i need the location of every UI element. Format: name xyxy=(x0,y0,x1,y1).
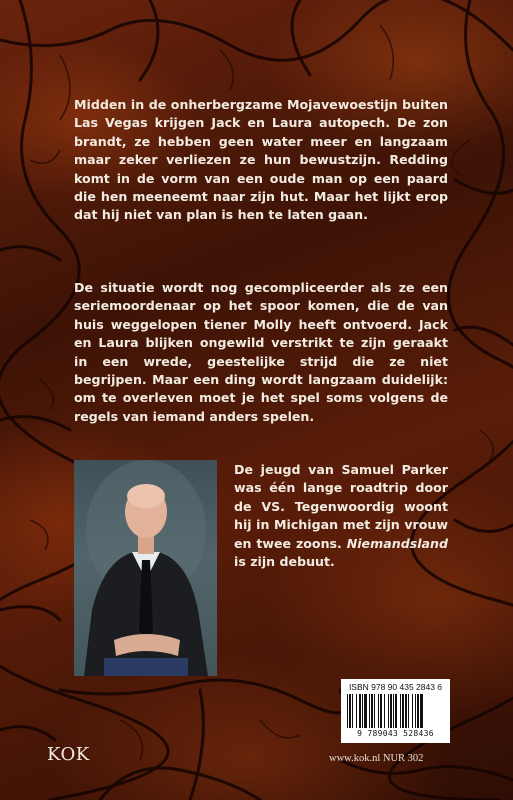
author-book-title: Niemandsland xyxy=(346,535,448,551)
barcode-bar xyxy=(415,694,416,728)
barcode-bar xyxy=(412,694,413,728)
author-bio xyxy=(234,461,448,571)
barcode-bar xyxy=(362,694,363,728)
barcode-bars xyxy=(345,694,446,728)
barcode-bar xyxy=(395,694,397,728)
synopsis-paragraph-1: Midden in de onherbergzame Mojavewoestijn buiten Las Vegas krijgen Jack en Laura autopech. De zon brandt, ze hebben geen water meer en langzaam maar zeker verliezen ze hun bewustzijn. Redding komt in de vorm van een oude man op een paard die hen meeneemt naar zijn hut. Maar het lijkt erop dat hij niet van plan is hen te laten gaan. xyxy=(74,97,448,223)
barcode-bar xyxy=(405,694,407,728)
barcode-bar xyxy=(364,694,367,728)
barcode-digits: 9 789043 528436 xyxy=(357,729,434,738)
barcode-bar xyxy=(384,694,385,728)
barcode-bar xyxy=(371,694,373,728)
barcode-bar xyxy=(349,694,351,728)
barcode-bar xyxy=(380,694,382,728)
barcode-bar xyxy=(390,694,392,728)
barcode-bar xyxy=(378,694,379,728)
barcode-bar xyxy=(420,694,423,728)
barcode-bar xyxy=(393,694,394,728)
barcode-bar xyxy=(388,694,389,728)
barcode-bar xyxy=(374,694,375,728)
barcode-bar xyxy=(369,694,370,728)
author-bio-text: De jeugd van Samuel Parker was één lange roadtrip door de VS. Tegenwoordig woont hij in Michigan met zijn vrouw en twee zoons. xyxy=(234,462,448,551)
barcode-panel xyxy=(341,679,450,743)
isbn-label: ISBN 978 90 435 2843 6 xyxy=(348,682,443,692)
publisher-logo: KOK xyxy=(47,744,90,765)
barcode-bar xyxy=(400,694,401,728)
synopsis-paragraph-2: De situatie wordt nog gecompliceerder als ze een seriemoordenaar op het spoor komen, die de van huis weggelopen tiener Molly heeft ontvoerd. Jack en Laura blijken ongewild verstrikt te zijn geraakt in een wrede, geestelijke strijd die ze niet begrijpen. Maar een ding wordt langzaam duidelijk: om te overleven moet je het spel soms volgens de regels van iemand anders spelen. xyxy=(74,280,448,424)
author-bio-suffix: is zijn debuut. xyxy=(234,554,335,570)
barcode-bar xyxy=(417,694,419,728)
barcode-bar xyxy=(402,694,404,728)
publisher-footer: www.kok.nl NUR 302 xyxy=(329,753,424,764)
barcode-bar xyxy=(347,694,348,728)
author-photo xyxy=(74,460,217,676)
barcode-bar xyxy=(408,694,409,728)
barcode-bar xyxy=(359,694,361,728)
barcode-bar xyxy=(352,694,353,728)
barcode-bar xyxy=(356,694,357,728)
